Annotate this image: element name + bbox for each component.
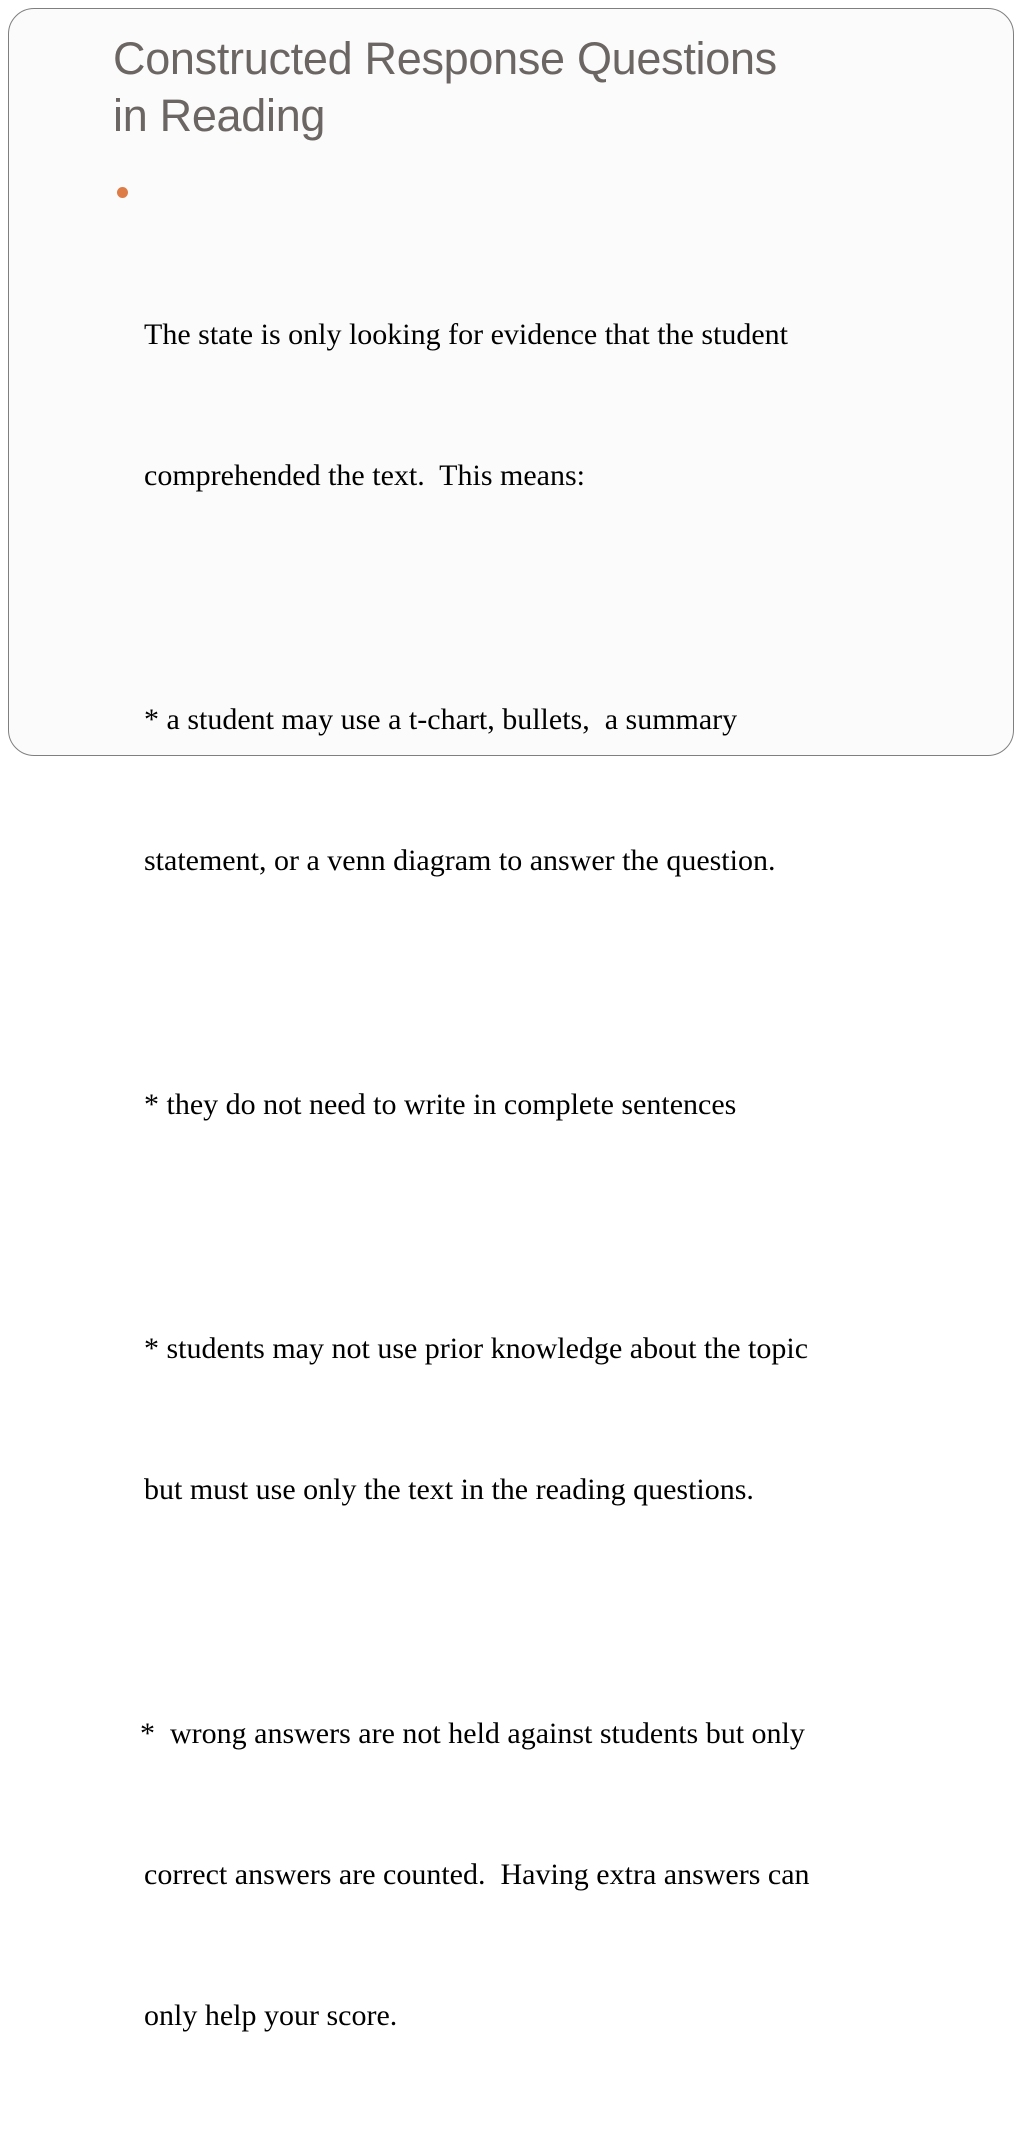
round-bullet-icon: [117, 187, 128, 198]
paragraph-line: * students may not use prior knowledge about the topic: [144, 1332, 809, 1365]
slide-title-line: Constructed Response Questions: [113, 33, 777, 84]
paragraph-line: * wrong answers are not held against students but only: [140, 1717, 805, 1750]
paragraph-line: comprehended the text. This means:: [144, 459, 585, 492]
paragraph-line: * a student may use a t-chart, bullets, a summary: [144, 703, 738, 736]
sub-point-paragraph: [140, 1616, 964, 2133]
paragraph-line: The state is only looking for evidence that the student: [144, 318, 789, 351]
paragraph-line: but must use only the text in the reading questions.: [144, 1473, 754, 1506]
slide-body: [140, 170, 964, 2142]
paragraph-line: statement, or a venn diagram to answer the question.: [144, 844, 776, 877]
paragraph-line: only help your score.: [144, 1999, 398, 2032]
paragraph-line: * they do not need to write in complete sentences: [144, 1088, 737, 1121]
sub-point-paragraph: [144, 602, 964, 978]
bullet-paragraph: [144, 170, 964, 593]
sub-point-paragraph: [144, 1231, 964, 1607]
paragraph-line: correct answers are counted. Having extra answers can: [144, 1858, 810, 1891]
slide-title-line: in Reading: [113, 90, 326, 141]
slide-title: [113, 30, 933, 144]
sub-point-paragraph: [144, 987, 964, 1222]
